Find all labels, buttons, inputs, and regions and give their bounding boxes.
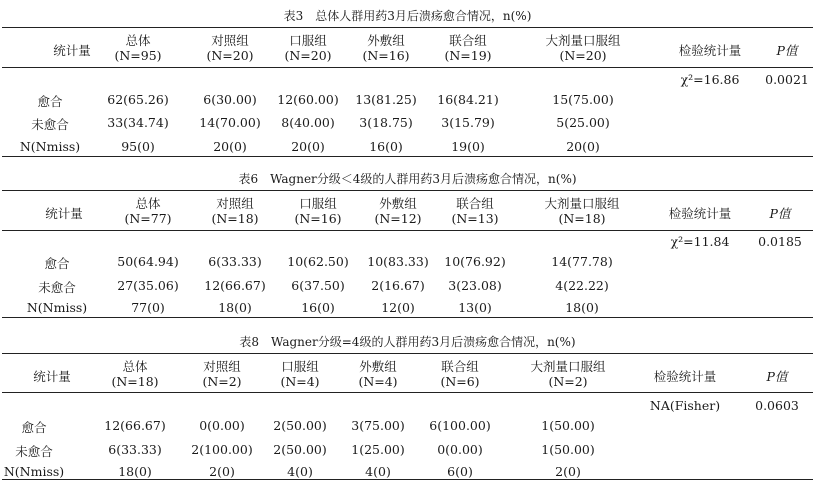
table-cell: 12(0) [381, 300, 415, 315]
row-label: 未愈合 [31, 117, 69, 132]
table-title: 表6 Wagner分级＜4级的人群用药3月后溃疡愈合情况，n(%) [238, 172, 577, 186]
table-cell: 18(0) [118, 464, 152, 479]
table-cell: 77(0) [131, 300, 165, 315]
table-cell: 5(25.00) [556, 115, 610, 130]
table-cell: 16(84.21) [437, 92, 499, 107]
table-title: 表8 Wagner分级=4级的人群用药3月后溃疡愈合情况，n(%) [239, 335, 576, 349]
group-header-n: (N=95) [114, 48, 162, 63]
group-header-n: (N=19) [444, 48, 492, 63]
group-header-n: (N=2) [202, 374, 242, 389]
table-cell: 1(50.00) [541, 418, 595, 433]
group-header-name: 大剂量口服组 [545, 33, 621, 48]
table-cell: 2(50.00) [273, 442, 327, 457]
table-cell: 16(0) [369, 139, 403, 154]
row-label: 未愈合 [38, 280, 76, 295]
group-header-n: (N=77) [124, 211, 172, 226]
group-header-name: 大剂量口服组 [544, 196, 620, 211]
test-stat-header: 检验统计量 [678, 43, 742, 58]
group-header-n: (N=2) [548, 374, 588, 389]
group-header-n: (N=4) [358, 374, 398, 389]
table-cell: 14(70.00) [199, 115, 261, 130]
table-rule [2, 392, 813, 393]
table-cell: 12(66.67) [104, 418, 166, 433]
table-rule [2, 230, 813, 231]
table-cell: 10(83.33) [367, 254, 429, 269]
table-cell: 15(75.00) [552, 92, 614, 107]
table-cell: 6(37.50) [291, 278, 345, 293]
stat-header: 统计量 [33, 369, 71, 384]
p-value-header: P值 [776, 43, 798, 58]
table-cell: 3(15.79) [441, 115, 495, 130]
table-cell: 3(18.75) [359, 115, 413, 130]
table-cell: 12(60.00) [277, 92, 339, 107]
table-cell: 62(65.26) [107, 92, 169, 107]
row-label: 愈合 [44, 256, 70, 271]
row-label: N(Nmiss) [26, 300, 88, 315]
group-header-name: 对照组 [216, 196, 254, 211]
stat-header: 统计量 [53, 43, 91, 58]
table-cell: 10(76.92) [444, 254, 506, 269]
group-header-n: (N=18) [558, 211, 606, 226]
group-header-n: (N=18) [211, 211, 259, 226]
test-stat-header: 检验统计量 [653, 369, 717, 384]
p-value: 0.0603 [755, 398, 799, 413]
table-cell: 3(75.00) [351, 418, 405, 433]
table-cell: 0(0.00) [437, 442, 483, 457]
table-cell: 1(50.00) [541, 442, 595, 457]
p-value-header: P值 [766, 369, 788, 384]
test-statistic-value: NA(Fisher) [649, 398, 721, 413]
group-header-n: (N=20) [559, 48, 607, 63]
table-rule [2, 27, 813, 28]
table-cell: 6(33.33) [108, 442, 162, 457]
table-cell: 13(0) [458, 300, 492, 315]
table-cell: 20(0) [291, 139, 325, 154]
group-header-name: 口服组 [289, 33, 327, 48]
table-cell: 10(62.50) [287, 254, 349, 269]
table-cell: 20(0) [566, 139, 600, 154]
table-cell: 18(0) [218, 300, 252, 315]
group-header-name: 外敷组 [379, 196, 417, 211]
group-header-n: (N=13) [451, 211, 499, 226]
group-header-n: (N=20) [284, 48, 332, 63]
table-rule [2, 156, 813, 157]
group-header-n: (N=6) [440, 374, 480, 389]
row-label: N(Nmiss) [19, 139, 81, 154]
group-header-name: 口服组 [299, 196, 337, 211]
p-value: 0.0021 [765, 72, 809, 87]
table-cell: 4(0) [365, 464, 391, 479]
group-header-n: (N=16) [294, 211, 342, 226]
table-cell: 33(34.74) [107, 115, 169, 130]
table-cell: 2(16.67) [371, 278, 425, 293]
table-cell: 16(0) [301, 300, 335, 315]
table-rule [2, 479, 813, 480]
table-title: 表3 总体人群用药3月后溃疡愈合情况，n(%) [283, 9, 532, 23]
group-header-name: 对照组 [211, 33, 249, 48]
table-cell: 0(0.00) [199, 418, 245, 433]
table-cell: 6(30.00) [203, 92, 257, 107]
test-stat-header: 检验统计量 [668, 206, 732, 221]
group-header-name: 对照组 [203, 359, 241, 374]
table-cell: 13(81.25) [355, 92, 417, 107]
group-header-name: 外敷组 [359, 359, 397, 374]
group-header-name: 总体 [125, 33, 151, 48]
table-cell: 2(0) [555, 464, 581, 479]
table-cell: 6(0) [447, 464, 473, 479]
group-header-n: (N=20) [206, 48, 254, 63]
group-header-name: 联合组 [441, 359, 479, 374]
table-rule [2, 317, 813, 318]
table-cell: 4(22.22) [555, 278, 609, 293]
table-cell: 19(0) [451, 139, 485, 154]
table-rule [2, 67, 813, 68]
p-value: 0.0185 [758, 234, 802, 249]
table-cell: 95(0) [121, 139, 155, 154]
row-label: 愈合 [21, 420, 47, 435]
group-header-name: 联合组 [449, 33, 487, 48]
table-cell: 2(0) [209, 464, 235, 479]
p-value-header: P值 [769, 206, 791, 221]
group-header-name: 大剂量口服组 [530, 359, 606, 374]
table-cell: 12(66.67) [204, 278, 266, 293]
table-cell: 27(35.06) [117, 278, 179, 293]
table-cell: 6(33.33) [208, 254, 262, 269]
group-header-name: 总体 [122, 359, 148, 374]
group-header-name: 外敷组 [367, 33, 405, 48]
table-rule [2, 353, 813, 354]
table-cell: 50(64.94) [117, 254, 179, 269]
table-cell: 18(0) [565, 300, 599, 315]
table-cell: 2(100.00) [191, 442, 253, 457]
group-header-name: 总体 [135, 196, 161, 211]
table-cell: 6(100.00) [429, 418, 491, 433]
group-header-n: (N=16) [362, 48, 410, 63]
group-header-n: (N=4) [280, 374, 320, 389]
stat-header: 统计量 [45, 206, 83, 221]
group-header-n: (N=12) [374, 211, 422, 226]
group-header-name: 口服组 [281, 359, 319, 374]
group-header-n: (N=18) [111, 374, 159, 389]
row-label: 未愈合 [15, 444, 53, 459]
test-statistic-value: χ²=11.84 [670, 234, 730, 249]
table-cell: 20(0) [213, 139, 247, 154]
table-rule [2, 190, 813, 191]
row-label: 愈合 [37, 94, 63, 109]
table-cell: 8(40.00) [281, 115, 335, 130]
table-cell: 1(25.00) [351, 442, 405, 457]
row-label: N(Nmiss) [3, 464, 65, 479]
test-statistic-value: χ²=16.86 [680, 72, 740, 87]
table-cell: 3(23.08) [448, 278, 502, 293]
group-header-name: 联合组 [456, 196, 494, 211]
table-cell: 14(77.78) [551, 254, 613, 269]
table-cell: 4(0) [287, 464, 313, 479]
table-cell: 2(50.00) [273, 418, 327, 433]
